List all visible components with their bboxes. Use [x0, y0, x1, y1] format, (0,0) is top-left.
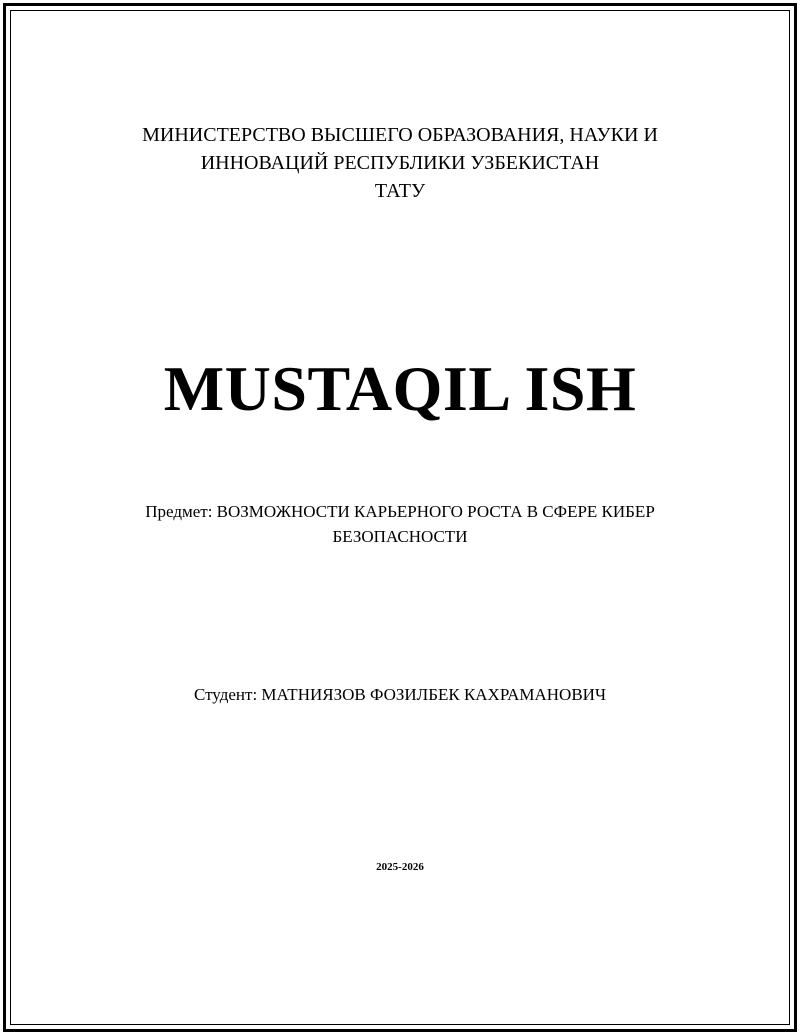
document-title: MUSTAQIL ISH — [163, 353, 637, 424]
subject-block — [0, 499, 800, 549]
ministry-line-2: ИННОВАЦИЙ РЕСПУБЛИКИ УЗБЕКИСТАН — [200, 152, 600, 174]
subject-line-2: БЕЗОПАСНОСТИ — [332, 527, 468, 546]
ministry-header — [0, 121, 800, 205]
ministry-line-1: МИНИСТЕРСТВО ВЫСШЕГО ОБРАЗОВАНИЯ, НАУКИ И — [142, 124, 658, 146]
academic-year: 2025-2026 — [376, 861, 424, 873]
subject-line-1: Предмет: ВОЗМОЖНОСТИ КАРЬЕРНОГО РОСТА В СФЕРЕ КИБЕР — [145, 502, 655, 521]
student-name: Студент: МАТНИЯЗОВ ФОЗИЛБЕК КАХРАМАНОВИЧ — [193, 685, 607, 704]
university-name: ТАТУ — [374, 180, 426, 202]
